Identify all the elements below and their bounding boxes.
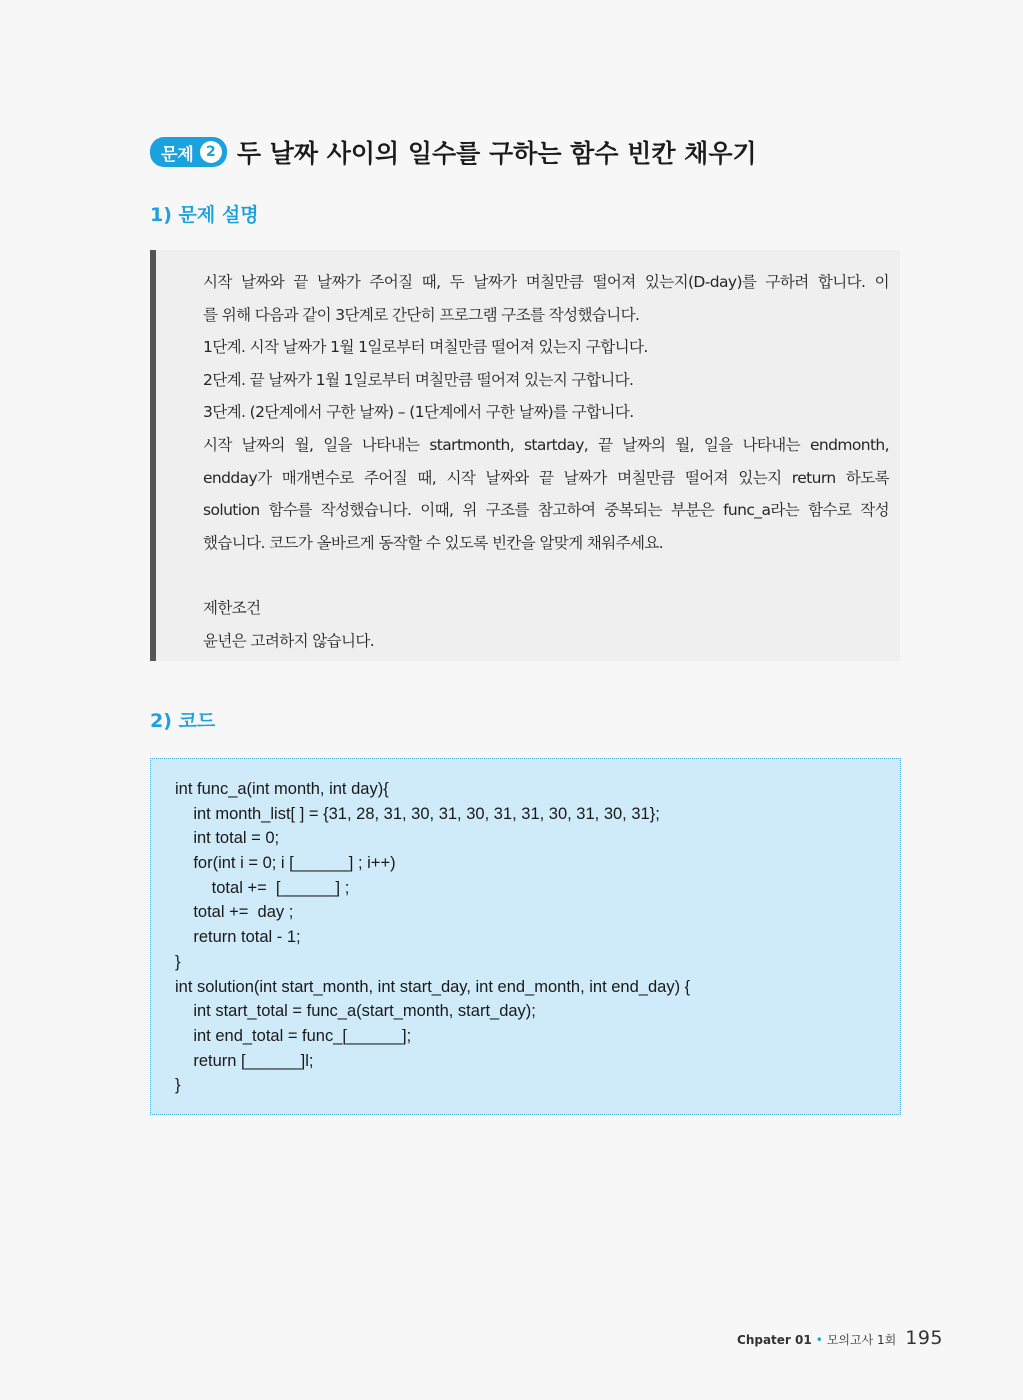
description-box [150,250,900,661]
description-text [203,266,889,657]
code-line: return total - 1; [175,928,301,947]
footer-separator: • [815,1333,823,1347]
constraints-heading: 제한조건 [203,598,261,617]
section-heading-description: 1) 문제 설명 [150,204,259,226]
description-line: solution 함수를 작성했습니다. 이때, 위 구조를 참고하여 중복되는 부분은 func_a라는 함수로 작성 [203,501,889,520]
problem-title: 두 날짜 사이의 일수를 구하는 함수 빈칸 채우기 [236,139,757,168]
code-line: int total = 0; [175,829,280,848]
code-line: int end_total = func_[______]; [175,1026,412,1045]
page-footer [737,1327,943,1349]
code-block [175,777,690,1098]
footer-subtitle: 모의고사 1회 [826,1333,897,1347]
description-line [203,559,889,592]
constraint-item: 윤년은 고려하지 않습니다. [203,631,375,650]
description-line: 를 위해 다음과 같이 3단계로 간단히 프로그램 구조를 작성했습니다. [203,305,640,324]
description-line: 시작 날짜의 월, 일을 나타내는 startmonth, startday, 끝 날짜의 월, 일을 나타내는 endmonth, [203,435,889,454]
description-line: endday가 매개변수로 주어질 때, 시작 날짜와 끝 날짜가 며칠만큼 떨어져 있는지 return 하도록 [203,468,889,487]
problem-badge-label: 문제 [161,144,194,165]
section-heading-code: 2) 코드 [150,710,216,732]
problem-badge [150,137,227,167]
description-line: 2단계. 끝 날짜가 1월 1일로부터 며칠만큼 떨어져 있는지 구합니다. [203,370,634,389]
footer-chapter: Chpater 01 [737,1333,812,1347]
description-line: 3단계. (2단계에서 구한 날짜) – (1단계에서 구한 날짜)를 구합니다. [203,403,634,422]
code-line: int month_list[ ] = {31, 28, 31, 30, 31, 30, 31, 31, 30, 31, 30, 31}; [175,804,660,823]
description-line: 1단계. 시작 날짜가 1월 1일로부터 며칠만큼 떨어져 있는지 구합니다. [203,338,648,357]
code-line: return [______]l; [175,1051,314,1070]
code-line: int start_total = func_a(start_month, start_day); [175,1002,536,1021]
problem-title-row [150,134,757,170]
code-line: for(int i = 0; i [______] ; i++) [175,854,396,873]
description-line: 했습니다. 코드가 올바르게 동작할 수 있도록 빈칸을 알맞게 채워주세요. [203,533,664,552]
page-number: 195 [905,1327,943,1349]
code-line: int solution(int start_month, int start_day, int end_month, int end_day) { [175,977,691,996]
code-line: int func_a(int month, int day){ [175,780,389,798]
description-line: 시작 날짜와 끝 날짜가 주어질 때, 두 날짜가 며칠만큼 떨어져 있는지(D-day)를 구하려 합니다. 이 [203,273,889,291]
code-line: } [175,1076,181,1095]
code-box [150,758,901,1115]
problem-number: 2 [200,141,222,163]
code-line: } [175,952,181,971]
code-line: total += day ; [175,903,294,922]
code-line: total += [______] ; [175,878,350,897]
